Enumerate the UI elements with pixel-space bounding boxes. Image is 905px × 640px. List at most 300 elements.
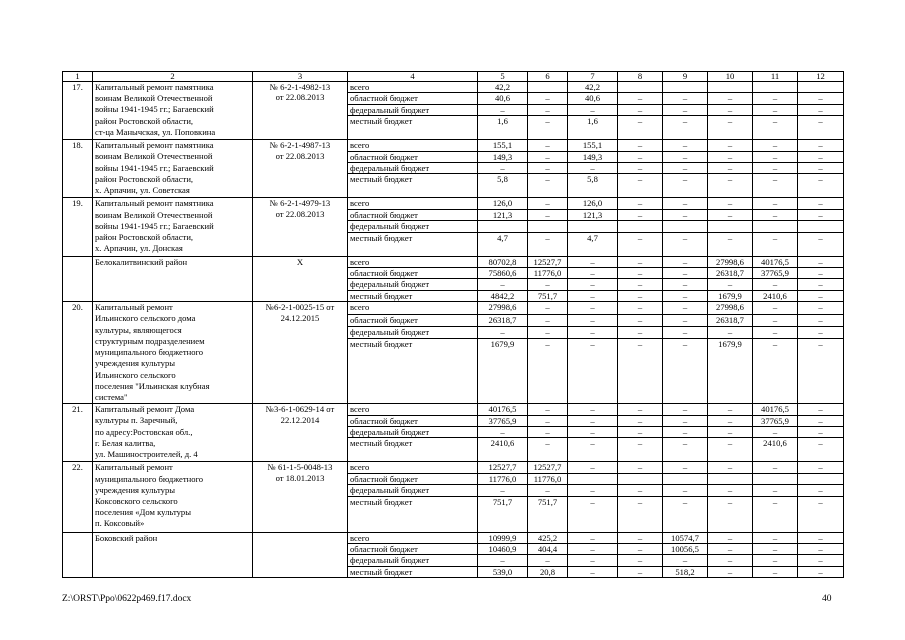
header-cell: 4 (348, 72, 478, 82)
value-cell: – (753, 566, 798, 577)
value-cell: – (708, 438, 753, 462)
header-cell: 9 (663, 72, 708, 82)
value-cell: 404,4 (528, 543, 568, 554)
budget-source-label: областной бюджет (348, 415, 478, 426)
value-cell: – (528, 209, 568, 220)
budget-source-label: всего (348, 462, 478, 473)
value-cell: – (753, 314, 798, 326)
value-cell: – (798, 93, 844, 104)
row-number: 18. (63, 140, 93, 198)
value-cell: – (708, 496, 753, 532)
value-cell: 26318,7 (478, 314, 528, 326)
value-cell: – (568, 496, 618, 532)
row-number (63, 532, 93, 578)
value-cell: 20,8 (528, 566, 568, 577)
value-cell: 27998,6 (708, 302, 753, 314)
value-cell: 42,2 (568, 82, 618, 93)
value-cell: – (568, 532, 618, 543)
value-cell: – (618, 426, 663, 437)
value-cell: – (618, 314, 663, 326)
value-cell (708, 221, 753, 232)
budget-source-label: федеральный бюджет (348, 221, 478, 232)
value-cell: – (618, 209, 663, 220)
value-cell: – (798, 174, 844, 198)
header-cell: 7 (568, 72, 618, 82)
value-cell: – (708, 415, 753, 426)
value-cell: – (753, 93, 798, 104)
value-cell: 37765,9 (753, 268, 798, 279)
value-cell: 1679,9 (708, 290, 753, 301)
value-cell (568, 473, 618, 484)
object-name: Капитальный ремонт памятника воинам Великой Отечественной войны 1941-1945 гг.; Багаевский район Ростовской области, х. Арпачин, ул. Советская (93, 140, 253, 198)
value-cell: – (708, 232, 753, 256)
value-cell: – (753, 104, 798, 115)
value-cell: – (663, 140, 708, 151)
value-cell: – (663, 555, 708, 566)
value-cell: – (753, 302, 798, 314)
value-cell: 751,7 (528, 496, 568, 532)
value-cell: 10999,9 (478, 532, 528, 543)
header-cell: 2 (93, 72, 253, 82)
budget-source-label: всего (348, 82, 478, 93)
value-cell: 37765,9 (753, 415, 798, 426)
budget-source-label: федеральный бюджет (348, 163, 478, 174)
value-cell: – (753, 140, 798, 151)
value-cell: – (708, 198, 753, 209)
budget-source-label: федеральный бюджет (348, 279, 478, 290)
value-cell: 751,7 (478, 496, 528, 532)
value-cell (618, 473, 663, 484)
document-number: № 6-2-1-4987-13 от 22.08.2013 (253, 140, 348, 198)
budget-source-label: всего (348, 404, 478, 415)
value-cell: 149,3 (478, 151, 528, 162)
value-cell: – (663, 209, 708, 220)
value-cell: – (663, 339, 708, 404)
value-cell: – (708, 555, 753, 566)
value-cell (663, 221, 708, 232)
row-number: 17. (63, 82, 93, 140)
budget-source-label: всего (348, 140, 478, 151)
value-cell: – (528, 151, 568, 162)
header-cell: 1 (63, 72, 93, 82)
budget-source-label: всего (348, 532, 478, 543)
value-cell: – (478, 426, 528, 437)
budget-table (62, 71, 844, 578)
value-cell: 11776,0 (528, 473, 568, 484)
value-cell: – (478, 104, 528, 115)
value-cell: – (618, 256, 663, 267)
value-cell: – (568, 256, 618, 267)
value-cell: – (708, 104, 753, 115)
value-cell: 425,2 (528, 532, 568, 543)
value-cell: – (528, 314, 568, 326)
value-cell: – (708, 163, 753, 174)
row-number: 19. (63, 198, 93, 256)
budget-source-label: местный бюджет (348, 496, 478, 532)
value-cell: – (663, 426, 708, 437)
value-cell: – (798, 116, 844, 140)
value-cell: – (663, 415, 708, 426)
document-number: № 6-2-1-4982-13 от 22.08.2013 (253, 82, 348, 140)
value-cell: – (618, 404, 663, 415)
value-cell: 2410,6 (478, 438, 528, 462)
value-cell: – (663, 198, 708, 209)
budget-source-label: местный бюджет (348, 290, 478, 301)
value-cell: – (798, 462, 844, 473)
value-cell: – (798, 339, 844, 404)
value-cell: – (753, 279, 798, 290)
value-cell (798, 82, 844, 93)
object-name: Капитальный ремонт муниципального бюджетного учреждения культуры Коксовского сельского поселения «Дом культуры п. Коксовый» (93, 462, 253, 532)
object-name: Капитальный ремонт памятника воинам Великой Отечественной войны 1941-1945 гг.; Багаевский район Ростовской области, х. Арпачин, ул. Донская (93, 198, 253, 256)
value-cell: 126,0 (568, 198, 618, 209)
value-cell: – (798, 163, 844, 174)
value-cell: – (708, 462, 753, 473)
value-cell: – (528, 232, 568, 256)
value-cell: 27998,6 (708, 256, 753, 267)
document-number: Х (253, 256, 348, 302)
value-cell: – (568, 485, 618, 496)
budget-source-label: местный бюджет (348, 339, 478, 404)
value-cell: – (618, 555, 663, 566)
value-cell: – (568, 426, 618, 437)
value-cell: – (798, 256, 844, 267)
value-cell: – (753, 485, 798, 496)
value-cell: – (708, 140, 753, 151)
value-cell: – (568, 462, 618, 473)
budget-source-label: всего (348, 302, 478, 314)
value-cell: – (528, 326, 568, 338)
value-cell: – (663, 174, 708, 198)
value-cell: 518,2 (663, 566, 708, 577)
value-cell: 11776,0 (478, 473, 528, 484)
budget-source-label: областной бюджет (348, 268, 478, 279)
value-cell: – (528, 116, 568, 140)
budget-source-label: местный бюджет (348, 232, 478, 256)
table-row (63, 302, 844, 314)
value-cell: – (663, 302, 708, 314)
value-cell: – (568, 438, 618, 462)
value-cell: – (618, 163, 663, 174)
value-cell: – (568, 566, 618, 577)
value-cell: – (618, 532, 663, 543)
value-cell: – (663, 256, 708, 267)
value-cell (708, 473, 753, 484)
budget-source-label: федеральный бюджет (348, 426, 478, 437)
value-cell: – (798, 209, 844, 220)
value-cell: – (618, 290, 663, 301)
value-cell: – (478, 163, 528, 174)
value-cell (753, 221, 798, 232)
value-cell: – (618, 326, 663, 338)
page-number: 40 (822, 594, 832, 604)
value-cell: – (618, 485, 663, 496)
value-cell: – (708, 326, 753, 338)
value-cell: 80702,8 (478, 256, 528, 267)
value-cell: – (663, 462, 708, 473)
value-cell: – (618, 232, 663, 256)
value-cell (753, 82, 798, 93)
value-cell: 539,0 (478, 566, 528, 577)
value-cell: 10056,5 (663, 543, 708, 554)
value-cell: – (618, 104, 663, 115)
value-cell: – (618, 415, 663, 426)
value-cell: – (708, 404, 753, 415)
table-row (63, 140, 844, 151)
budget-source-label: местный бюджет (348, 116, 478, 140)
table-row (63, 404, 844, 415)
value-cell: 26318,7 (708, 314, 753, 326)
value-cell: 40176,5 (478, 404, 528, 415)
row-number: 21. (63, 404, 93, 462)
value-cell: 5,8 (568, 174, 618, 198)
value-cell: 2410,6 (753, 290, 798, 301)
document-number: № 61-1-5-0048-13 от 18.01.2013 (253, 462, 348, 532)
table-row (63, 82, 844, 93)
value-cell: – (798, 290, 844, 301)
value-cell: 1679,9 (708, 339, 753, 404)
value-cell (478, 221, 528, 232)
value-cell: – (528, 279, 568, 290)
value-cell: – (798, 404, 844, 415)
object-name: Боковский район (93, 532, 253, 578)
value-cell: 126,0 (478, 198, 528, 209)
value-cell: – (708, 209, 753, 220)
value-cell (798, 473, 844, 484)
value-cell: – (753, 555, 798, 566)
value-cell: – (528, 163, 568, 174)
footer-file-path: Z:\ORST\Ppo\0622p469.f17.docx (62, 594, 192, 604)
budget-source-label: всего (348, 256, 478, 267)
value-cell: – (568, 314, 618, 326)
budget-source-label: областной бюджет (348, 473, 478, 484)
value-cell: 149,3 (568, 151, 618, 162)
value-cell: – (528, 339, 568, 404)
value-cell: – (663, 163, 708, 174)
value-cell: 121,3 (478, 209, 528, 220)
value-cell: – (753, 198, 798, 209)
value-cell: – (753, 209, 798, 220)
value-cell: – (798, 302, 844, 314)
budget-source-label: федеральный бюджет (348, 326, 478, 338)
header-row (63, 72, 844, 82)
value-cell: – (798, 151, 844, 162)
value-cell: 10574,7 (663, 532, 708, 543)
value-cell: 10460,9 (478, 543, 528, 554)
value-cell: 11776,0 (528, 268, 568, 279)
value-cell: – (568, 326, 618, 338)
value-cell: – (618, 116, 663, 140)
value-cell: – (708, 566, 753, 577)
value-cell: – (708, 116, 753, 140)
value-cell: – (708, 426, 753, 437)
value-cell: – (753, 462, 798, 473)
value-cell: – (618, 462, 663, 473)
value-cell: 155,1 (478, 140, 528, 151)
value-cell: – (708, 279, 753, 290)
header-cell: 12 (798, 72, 844, 82)
value-cell: – (618, 151, 663, 162)
value-cell (618, 82, 663, 93)
value-cell: – (528, 404, 568, 415)
value-cell: – (618, 198, 663, 209)
value-cell: – (798, 314, 844, 326)
value-cell: – (528, 93, 568, 104)
row-number: 22. (63, 462, 93, 532)
header-cell: 3 (253, 72, 348, 82)
table-row (63, 256, 844, 267)
value-cell: 1679,9 (478, 339, 528, 404)
row-number: 20. (63, 302, 93, 404)
header-cell: 5 (478, 72, 528, 82)
value-cell (708, 82, 753, 93)
value-cell: – (618, 302, 663, 314)
value-cell: – (798, 485, 844, 496)
value-cell: 2410,6 (753, 438, 798, 462)
object-name: Белокалитвинский район (93, 256, 253, 302)
value-cell: – (618, 140, 663, 151)
value-cell: 75860,6 (478, 268, 528, 279)
value-cell: – (663, 104, 708, 115)
value-cell: – (663, 151, 708, 162)
value-cell: 37765,9 (478, 415, 528, 426)
value-cell: – (528, 415, 568, 426)
value-cell: – (753, 116, 798, 140)
value-cell: 751,7 (528, 290, 568, 301)
value-cell: – (663, 326, 708, 338)
value-cell: 40,6 (568, 93, 618, 104)
value-cell: – (798, 543, 844, 554)
value-cell: – (753, 543, 798, 554)
value-cell: – (753, 174, 798, 198)
value-cell: – (568, 339, 618, 404)
value-cell (663, 473, 708, 484)
value-cell: – (618, 93, 663, 104)
value-cell: – (753, 151, 798, 162)
value-cell: – (663, 404, 708, 415)
value-cell: – (568, 404, 618, 415)
value-cell: – (663, 268, 708, 279)
value-cell (528, 221, 568, 232)
value-cell: – (618, 268, 663, 279)
value-cell: – (798, 104, 844, 115)
value-cell: 1,6 (478, 116, 528, 140)
value-cell: – (798, 415, 844, 426)
value-cell: – (798, 326, 844, 338)
document-number: №6-2-1-0025-15 от 24.12.2015 (253, 302, 348, 404)
value-cell (528, 82, 568, 93)
value-cell: 40176,5 (753, 256, 798, 267)
table-row (63, 532, 844, 543)
value-cell (753, 473, 798, 484)
budget-source-label: областной бюджет (348, 314, 478, 326)
value-cell: – (708, 93, 753, 104)
budget-source-label: федеральный бюджет (348, 485, 478, 496)
budget-source-label: всего (348, 198, 478, 209)
value-cell: – (798, 198, 844, 209)
budget-source-label: федеральный бюджет (348, 555, 478, 566)
value-cell: – (708, 543, 753, 554)
budget-source-label: местный бюджет (348, 566, 478, 577)
value-cell: – (708, 174, 753, 198)
value-cell: – (618, 543, 663, 554)
value-cell: – (478, 555, 528, 566)
value-cell: – (798, 279, 844, 290)
value-cell: – (568, 163, 618, 174)
value-cell: – (798, 426, 844, 437)
value-cell: – (798, 232, 844, 256)
budget-source-label: местный бюджет (348, 438, 478, 462)
value-cell: – (663, 485, 708, 496)
value-cell: – (528, 198, 568, 209)
value-cell: 12527,7 (478, 462, 528, 473)
budget-source-label: областной бюджет (348, 543, 478, 554)
value-cell: 1,6 (568, 116, 618, 140)
value-cell: 42,2 (478, 82, 528, 93)
value-cell: – (708, 151, 753, 162)
value-cell: – (568, 302, 618, 314)
value-cell: – (663, 279, 708, 290)
value-cell: 155,1 (568, 140, 618, 151)
value-cell: – (753, 339, 798, 404)
header-cell: 8 (618, 72, 663, 82)
value-cell: – (618, 339, 663, 404)
value-cell (663, 82, 708, 93)
value-cell (568, 221, 618, 232)
value-cell: – (753, 496, 798, 532)
value-cell: – (618, 566, 663, 577)
value-cell: – (568, 279, 618, 290)
value-cell: – (618, 496, 663, 532)
value-cell: 4842,2 (478, 290, 528, 301)
value-cell: – (528, 302, 568, 314)
budget-source-label: местный бюджет (348, 174, 478, 198)
object-name: Капитальный ремонт Ильинского сельского дома культуры, являющегося структурным подразделением муниципального бюджетного учреждения культуры Ильинского сельского поселения "Ильинская клубная система" (93, 302, 253, 404)
value-cell: – (528, 485, 568, 496)
value-cell: – (663, 314, 708, 326)
value-cell: – (568, 290, 618, 301)
value-cell: – (568, 555, 618, 566)
value-cell: 12527,7 (528, 462, 568, 473)
budget-source-label: областной бюджет (348, 151, 478, 162)
table-row (63, 462, 844, 473)
document-number: № 6-2-1-4979-13 от 22.08.2013 (253, 198, 348, 256)
value-cell: 4,7 (478, 232, 528, 256)
value-cell: – (478, 485, 528, 496)
value-cell: – (753, 532, 798, 543)
value-cell: – (798, 438, 844, 462)
value-cell: – (798, 140, 844, 151)
budget-source-label: областной бюджет (348, 209, 478, 220)
header-cell: 6 (528, 72, 568, 82)
value-cell: 121,3 (568, 209, 618, 220)
header-cell: 11 (753, 72, 798, 82)
value-cell: – (528, 174, 568, 198)
value-cell: – (618, 279, 663, 290)
table-row (63, 198, 844, 209)
value-cell: – (798, 268, 844, 279)
value-cell: – (568, 543, 618, 554)
value-cell: 4,7 (568, 232, 618, 256)
value-cell: – (618, 438, 663, 462)
value-cell: – (618, 174, 663, 198)
object-name: Капитальный ремонт памятника воинам Великой Отечественной войны 1941-1945 гг.; Багаевский район Ростовской области, ст-ца Манычская, ул. Поповкина (93, 82, 253, 140)
value-cell: – (663, 290, 708, 301)
value-cell: – (528, 438, 568, 462)
value-cell: – (663, 93, 708, 104)
value-cell: – (663, 116, 708, 140)
value-cell: 12527,7 (528, 256, 568, 267)
